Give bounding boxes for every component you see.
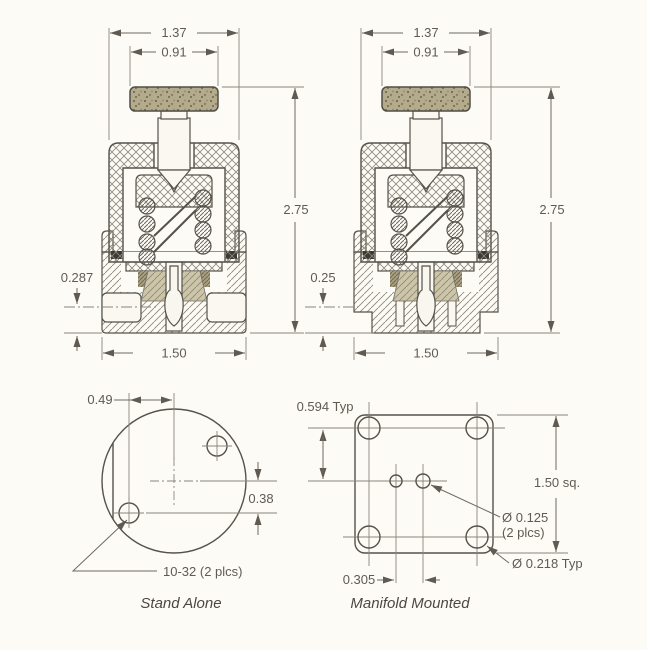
outlet-port	[207, 293, 246, 322]
dim-hole-row-spacing: 0.594 Typ	[296, 399, 354, 414]
dim-overall-height-right: 2.75	[539, 202, 565, 217]
dim-knob-width-right: 0.91	[413, 44, 439, 60]
dim-overall-width-left: 1.37	[161, 25, 187, 40]
adjustment-stem	[158, 118, 190, 170]
dim-hole-drop: 0.38	[248, 491, 274, 506]
dim-base-width-left: 1.50	[161, 345, 187, 361]
dim-port-height-right: 0.25	[310, 270, 336, 285]
corner-hole-dia: Ø 0.218 Typ	[512, 556, 583, 571]
thread-callout: 10-32 (2 plcs)	[163, 564, 243, 579]
dim-hole-offset: 0.49	[87, 392, 113, 407]
dim-body-size: 1.50 sq.	[533, 475, 581, 490]
dim-knob-width-left: 0.91	[161, 44, 187, 60]
small-hole-dia: Ø 0.125	[502, 510, 549, 525]
knurled-knob	[130, 87, 218, 111]
caption-manifold: Manifold Mounted	[350, 595, 470, 612]
small-hole-qty: (2 plcs)	[502, 525, 545, 540]
dim-small-hole-spacing: 0.305	[342, 572, 376, 587]
knob-neck	[161, 111, 187, 119]
dim-port-height-left: 0.287	[60, 270, 94, 285]
inlet-port	[102, 293, 141, 322]
caption-stand-alone: Stand Alone	[140, 595, 222, 612]
dim-base-width-right: 1.50	[413, 345, 439, 361]
dim-overall-height-left: 2.75	[283, 202, 309, 217]
dim-overall-width-right: 1.37	[413, 25, 439, 40]
